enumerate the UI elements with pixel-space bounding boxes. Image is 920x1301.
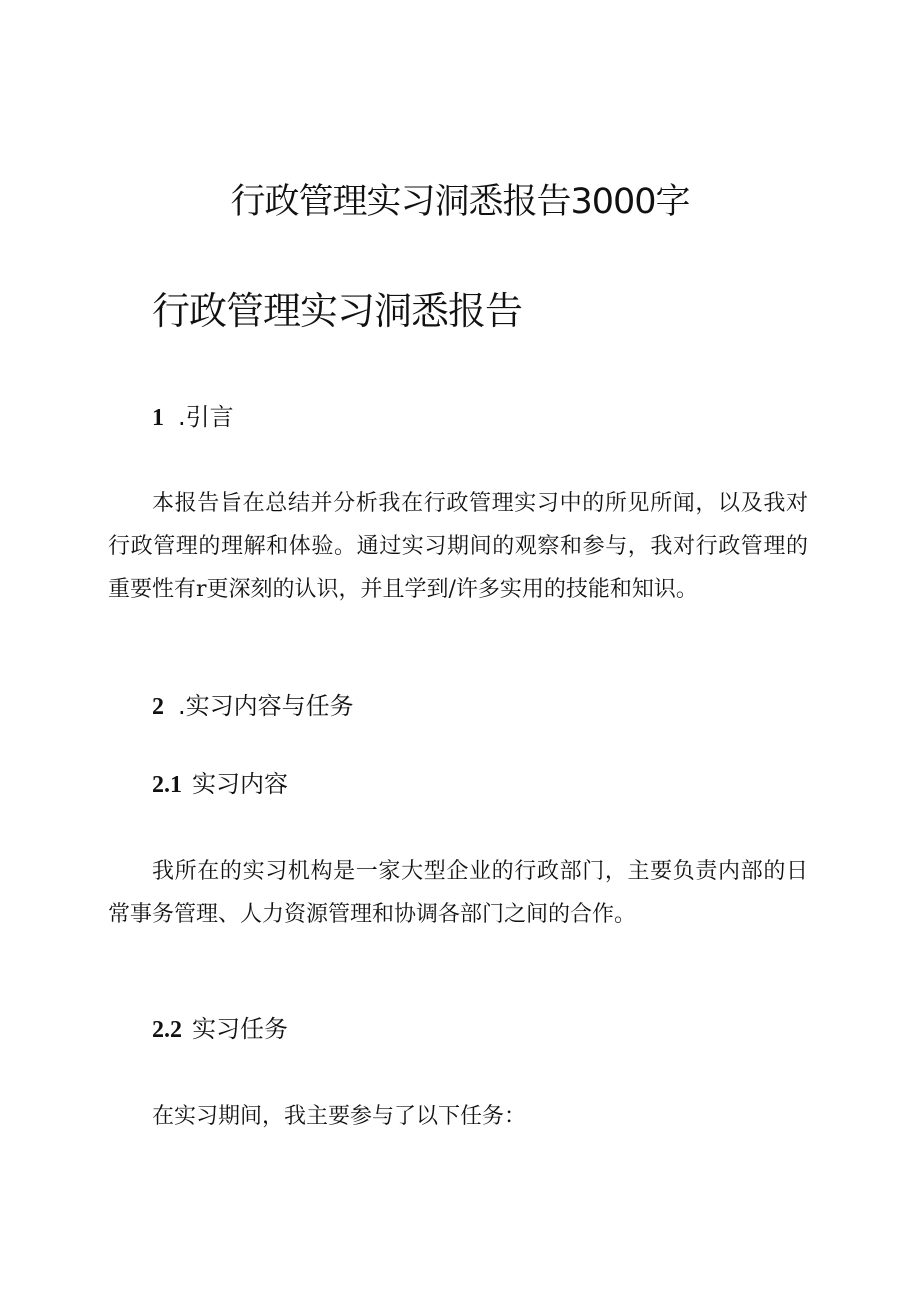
section-title: .引言 — [178, 403, 234, 431]
section-heading-1 — [152, 400, 234, 435]
section-title: 实习任务 — [192, 1015, 288, 1043]
section-heading-2-2 — [152, 1012, 288, 1047]
paragraph-internship-content: 我所在的实习机构是一家大型企业的行政部门，主要负责内部的日常事务管理、人力资源管理和协调各部门之间的合作。 — [108, 859, 808, 927]
section-number: 2.1 — [152, 772, 182, 798]
section-number: 2.2 — [152, 1017, 182, 1043]
section-number: 1 — [152, 405, 164, 431]
section-title: 实习内容 — [192, 770, 288, 798]
document-title: 行政管理实习洞悉报告3000字 — [230, 182, 690, 222]
section-heading-2 — [152, 689, 354, 724]
section-title: .实习内容与任务 — [178, 692, 354, 720]
section-heading-2-1 — [152, 767, 288, 802]
paragraph-internship-tasks: 在实习期间，我主要参与了以下任务： — [152, 1104, 527, 1129]
document-subtitle: 行政管理实习洞悉报告 — [152, 289, 523, 333]
section-number: 2 — [152, 694, 164, 720]
paragraph-intro: 本报告旨在总结并分析我在行政管理实习中的所见所闻，以及我对行政管理的理解和体验。通过实习期间的观察和参与，我对行政管理的重要性有r更深刻的认识，并且学到/许多实用的技能和知识。 — [108, 491, 808, 602]
